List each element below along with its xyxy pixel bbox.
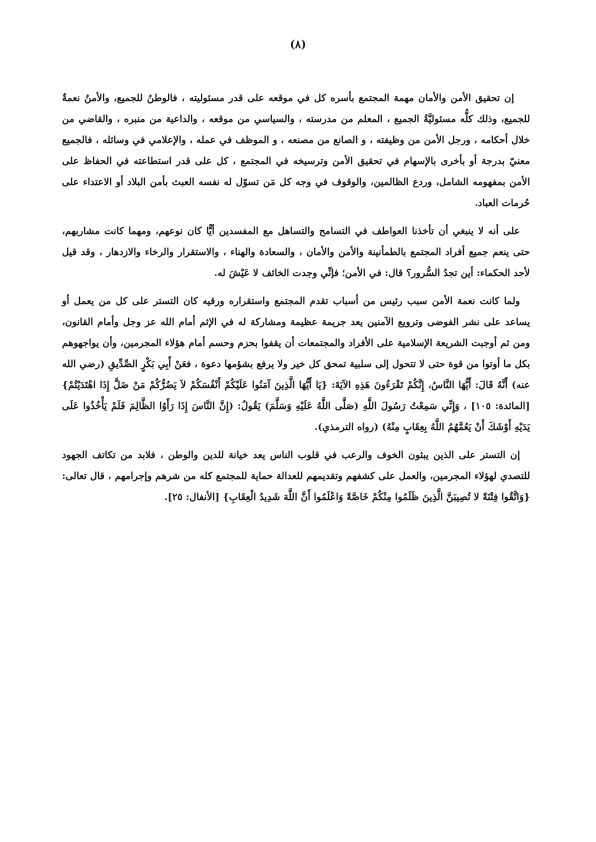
paragraph-4: إن التستر على الذين يبثون الخوف والرعب في قلوب الناس يعد خيانة للدين والوطن ، فلابد من تكاتف الجهود للتصدي لهؤلاء المجرمين، والعمل على كشفهم وتقديمهم للعدالة حماية للمجتمع كله من شرهم وإجرامهم ، قال تعالى: {وَاتَّقُوا فِتْنَةً لا تُصِيبَنَّ الَّذِينَ ظَلَمُوا مِنْكُمْ خَاصَّةً وَاعْلَمُوا أَنَّ اللَّهَ شَدِيدُ الْعِقَابِ} [الأنفال: ٢٥]. [62,450,530,503]
body-text [62,88,530,515]
paragraph-3: ولما كانت نعمة الأمن سبب رئيس من أسباب تقدم المجتمع واستقراره ورقيه كان التستر على كل من يعمل أو يساعد على نشر الفوضى وترويع الآمنين يعد جريمة عظيمة ومشاركة له في الإثم أمام الله عز وجل وأمام القانون، ومن ثم أوجبت الشريعة الإسلامية على الأفراد والمجتمعات أن يقفوا بحزم وحسم أمام هؤلاء المجرمين، وأن يواجهوهم بكل ما أوتوا من قوة حتى لا تتحول إلى سلبية تمحق كل خير ولا يرفع بشؤمها دعوة ، فعَنْ أَبِي بَكْرٍ الصِّدِّيقِ (رضي الله عنه) أَنَّهُ قَالَ: أَيُّهَا النَّاسُ، إِنَّكُمْ تَقْرَءُونَ هَذِهِ الآيَةَ: {يَا أَيُّهَا الَّذِينَ آمَنُوا عَلَيْكُمْ أَنْفُسَكُمْ لاَ يَضُرُّكُمْ مَنْ ضَلَّ إِذَا اهْتَدَيْتُمْ} [المائدة: ١٠٥] ، وَإِنِّي سَمِعْتُ رَسُولَ اللَّهِ (صَلَّى اللَّهُ عَلَيْهِ وَسَلَّمَ) يَقُولُ: (إِنَّ النَّاسَ إِذَا رَأَوُا الظَّالِمَ فَلَمْ يَأْخُذُوا عَلَى يَدَيْهِ أَوْشَكَ أَنْ يَعُمَّهُمُ اللَّهُ بِعِقَابٍ مِنْهُ) (رواه الترمذي). [62,296,530,433]
paragraph-1: إن تحقيق الأمن والأمان مهمة المجتمع بأسره كل في موقعه على قدر مسئوليته ، فالوطنُ للجميع، والأمنُ نعمةٌ للجميع، وذلك كلُّه مسئوليَّةُ الجميع ، المعلم من مدرسته ، والسياسي من موقعه ، والداعية من منبره ، والقاضي من خلال أحكامه ، ورجل الأمن من وظيفته ، و الصانع من مصنعه ، و الموظف في عمله ، والإعلامي في وسائله ، فالجميع معنيّ بدرجة أو بأخرى بالإسهام في تحقيق الأمن وترسيخه في المجتمع ، كل على قدر استطاعته في الحفاظ على الأمن بمفهومه الشامل، وردع الظالمين، والوقوف في وجه كل مَن تسوّل له نفسه العبث بأمن البلاد أو الاعتداء على حُرمات العباد. [62,93,530,209]
page-number: (٨) [289,38,307,51]
paragraph-2: على أنه لا ينبغي أن تأخذنا العواطف في التسامح والتساهل مع المفسدين أيًّا كان نوعهم، ومهما كانت مشاربهم، حتى ينعم جميع أفراد المجتمع بالطمأنينة والأمن والأمان ، والسعادة والهناء ، والاستقرار والرخاء والازدهار ، وقد قيل لأحد الحكماء: أين تجدُ السُّرور؟ قال: في الأمن؛ فإنِّي وجدت الخائف لا عَيْشَ له. [62,226,530,279]
